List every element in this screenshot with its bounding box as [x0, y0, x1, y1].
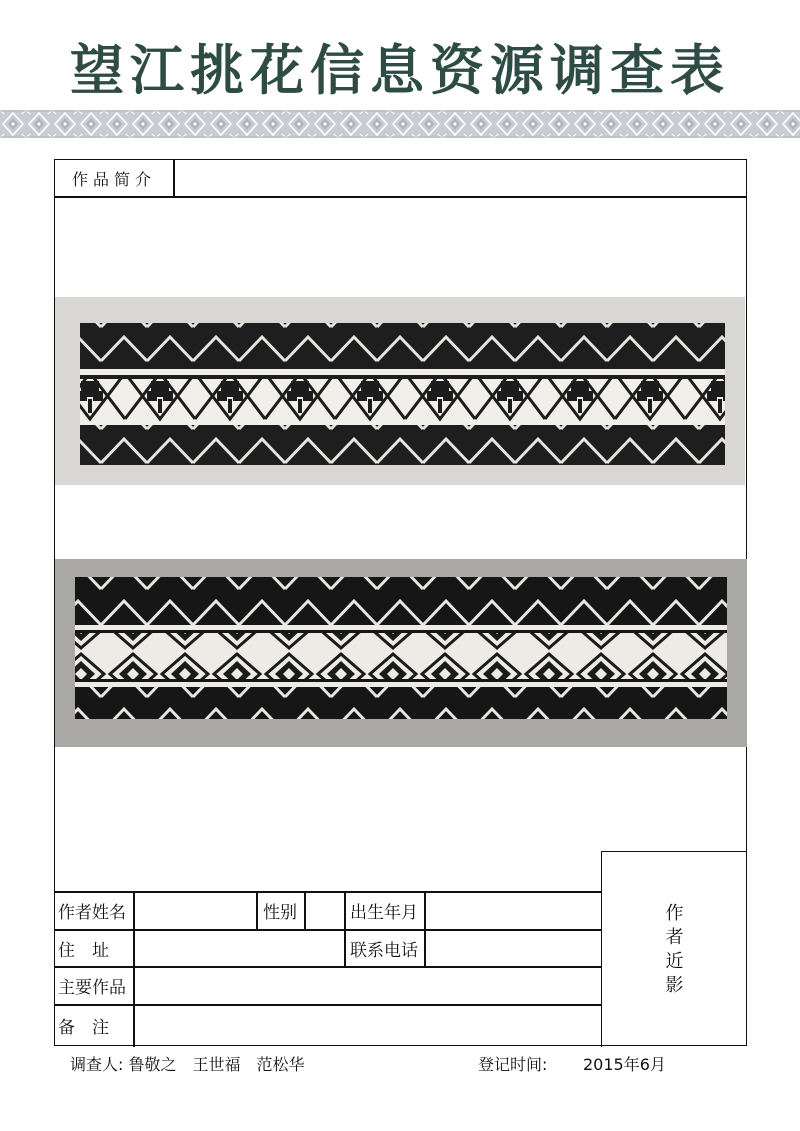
phone-label: 联系电话 [350, 940, 418, 961]
address-field[interactable] [135, 930, 343, 966]
photo-label-char: 影 [665, 974, 684, 996]
birth-label: 出生年月 [350, 903, 418, 923]
birth-field[interactable] [426, 892, 600, 929]
works-label: 主要作品 [58, 978, 126, 998]
intro-label: 作品简介 [72, 169, 157, 189]
works-field[interactable] [135, 967, 600, 1004]
remarks-label: 备 注 [58, 1018, 109, 1038]
gender-field[interactable] [306, 892, 343, 929]
embroidery-photo-2 [55, 559, 747, 747]
author-name-label: 作者姓名 [58, 903, 126, 923]
address-label: 住 址 [58, 940, 109, 961]
embroidery-photo-1 [55, 297, 745, 485]
photo-label-char: 者 [665, 926, 684, 948]
photo-label-char: 作 [665, 902, 684, 924]
decorative-band [0, 110, 800, 138]
gender-label: 性别 [263, 903, 297, 923]
photo-label-char: 近 [665, 950, 684, 972]
intro-field[interactable] [175, 160, 745, 196]
remarks-field[interactable] [135, 1005, 600, 1046]
date-label: 登记时间: [478, 1055, 548, 1074]
author-name-field[interactable] [135, 892, 255, 929]
phone-field[interactable] [426, 930, 600, 966]
date-value: 2015年6月 [583, 1055, 666, 1074]
page-title: 望江挑花信息资源调查表 [70, 38, 730, 102]
surveyors-text: 调查人: 鲁敬之 王世福 范松华 [70, 1055, 305, 1074]
author-photo-label [602, 852, 747, 1047]
